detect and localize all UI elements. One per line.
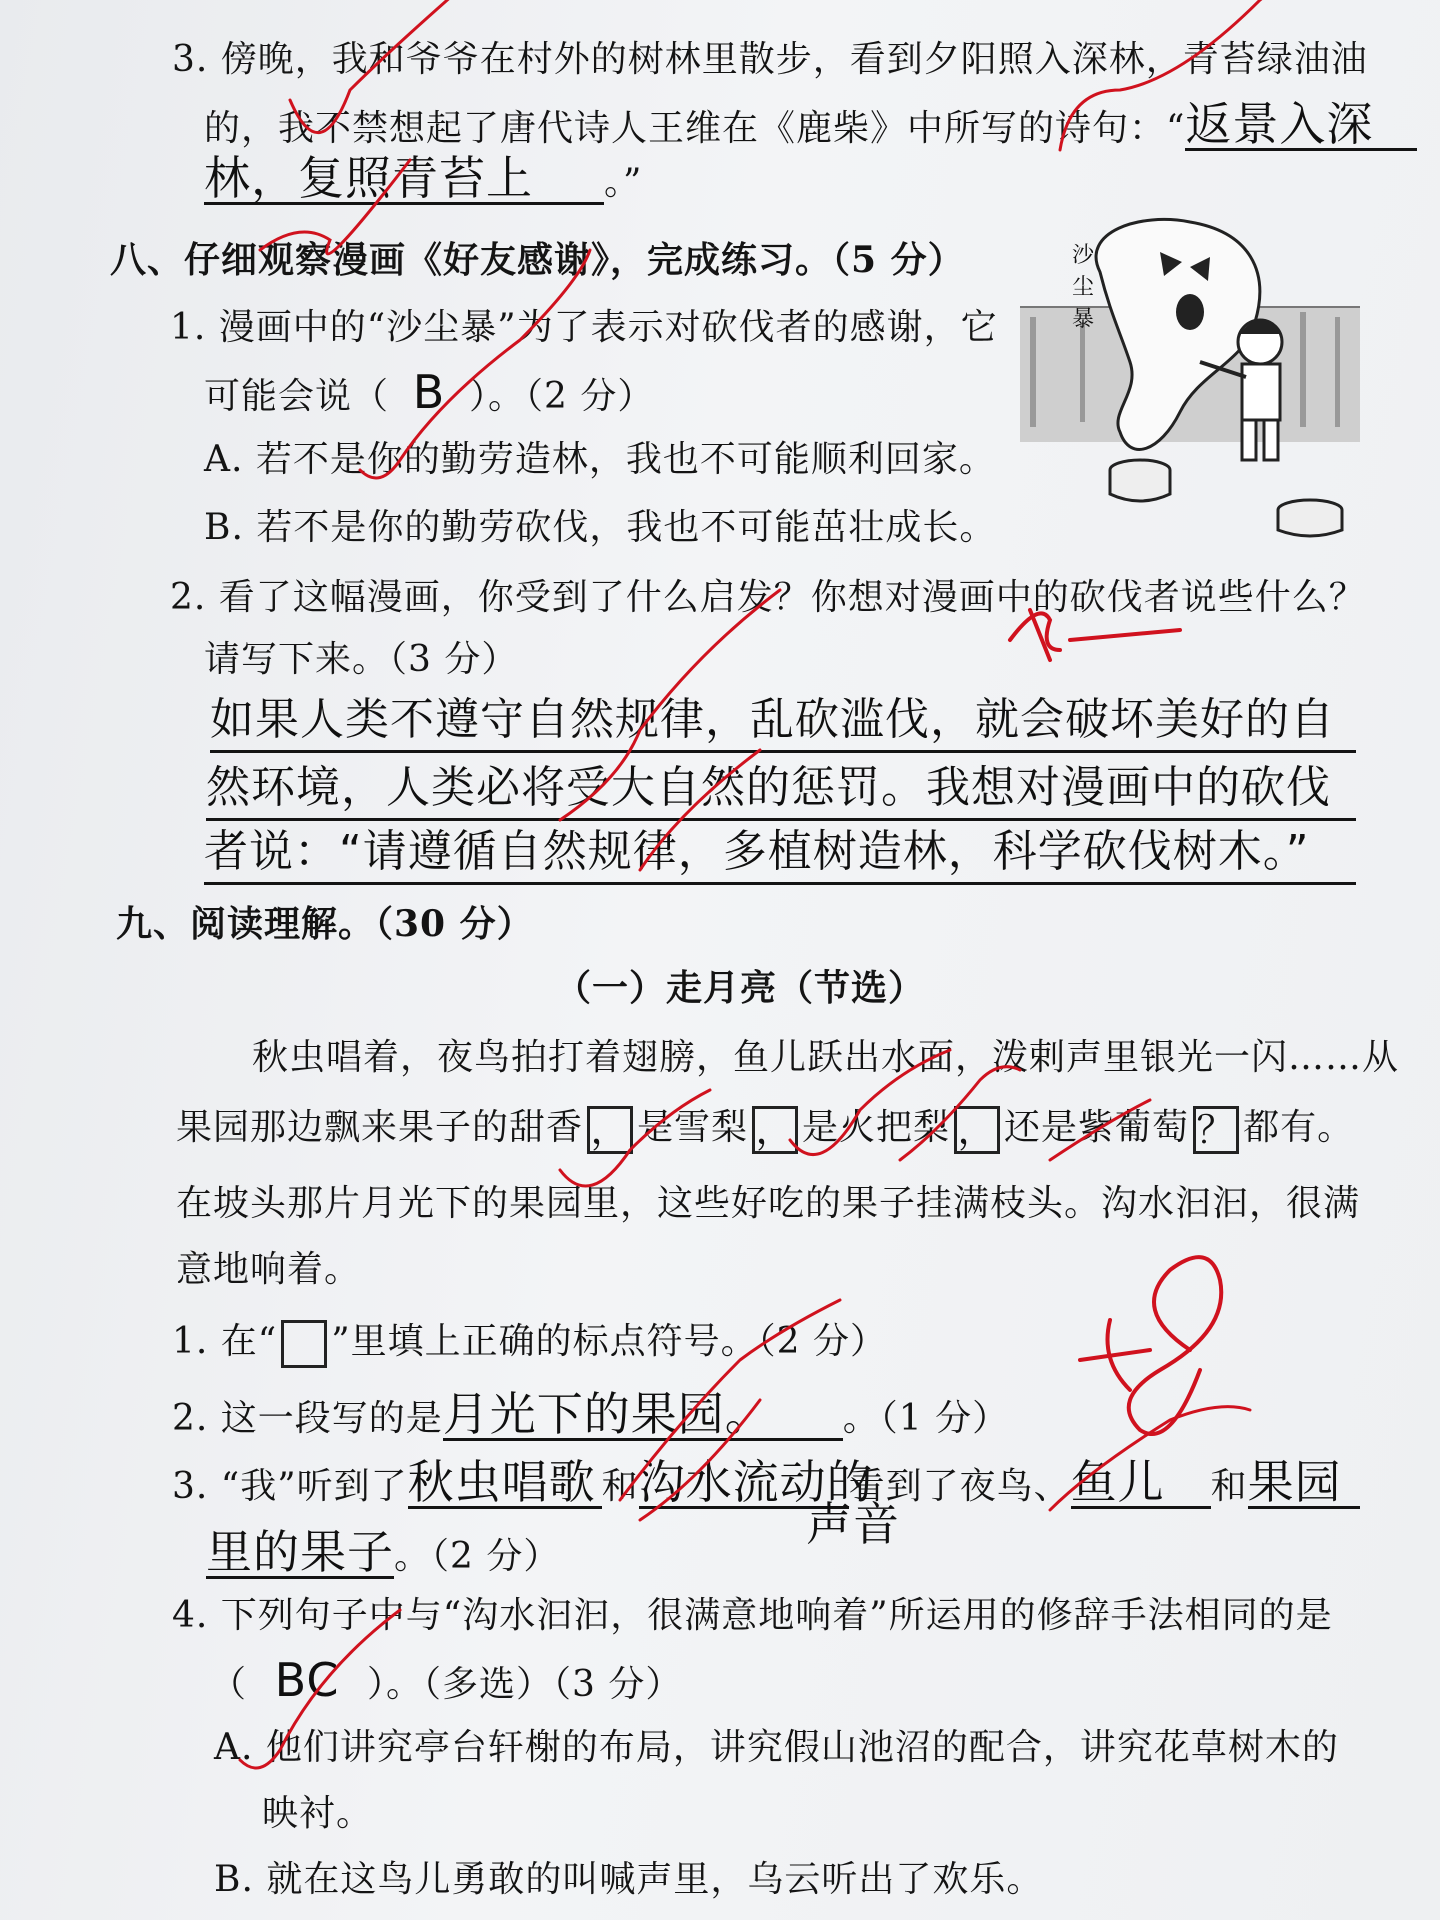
q7-line2-text: 的，我不禁想起了唐代诗人王维在《鹿柴》中所写的诗句：“ (204, 108, 1186, 149)
s8-answer-line1: 如果人类不遵守自然规律，乱砍滥伐，就会破坏美好的自 (210, 690, 1356, 753)
s9-q1-end: ”里填上正确的标点符号。（2 分） (331, 1321, 887, 1362)
s8-answer-line2: 然环境，人类必将受大自然的惩罚。我想对漫画中的砍伐 (206, 758, 1356, 821)
s8-q1-prefix: 可能会说（ (204, 376, 390, 417)
passage-text-a: 果园那边飘来果子的甜香 (176, 1107, 584, 1148)
comic-label: 沙尘暴 (1072, 243, 1095, 332)
s9-q3-prefix: 3. “我”听到了 (172, 1466, 408, 1507)
passage-text-e: 都有。 (1243, 1107, 1355, 1148)
comic-illustration (1020, 212, 1360, 542)
section9-title: 九、阅读理解。（30 分） (116, 903, 534, 945)
s9-q1 (172, 1318, 887, 1368)
s9-q4-answer: BC (274, 1653, 340, 1707)
s8-q1-suffix: ）。（2 分） (469, 376, 655, 417)
s9-q4-line2 (210, 1653, 683, 1709)
passage-title: （一）走月亮（节选） (554, 967, 925, 1009)
s8-q1-line2 (204, 365, 655, 421)
s9-q1-prefix: 1. 在“ (172, 1321, 278, 1362)
s8-q2-line2: 请写下来。（3 分） (204, 639, 519, 680)
s9-q3-answer2b: 声音 (806, 1497, 900, 1551)
s9-q4-option-a2: 映衬。 (262, 1793, 374, 1834)
s8-option-b: B. 若不是你的勤劳砍伐，我也不可能茁壮成长。 (204, 507, 997, 548)
s9-q4-option-a1: A. 他们讲究亭台轩榭的布局，讲究假山池沼的配合，讲究花草树木的 (214, 1727, 1339, 1768)
s9-q3-and1: 和 (601, 1466, 639, 1507)
passage-text-b: 是雪梨 (637, 1107, 749, 1148)
s8-option-a: A. 若不是你的勤劳造林，我也不可能顺利回家。 (204, 439, 996, 480)
s9-q3-answer2: 沟水流动的 (638, 1455, 874, 1509)
passage-line3: 在坡头那片月光下的果园里，这些好吃的果子挂满枝头。沟水汩汩，很满 (176, 1183, 1361, 1224)
s8-q1-answer: B (412, 365, 446, 419)
s9-q3-answer4: 果园 (1248, 1458, 1360, 1509)
q7-line1: 3. 傍晚，我和爷爷在村外的树林里散步，看到夕阳照入深林，青苔绿油油 (172, 39, 1368, 80)
punct-box-3: ， (954, 1106, 1000, 1154)
s9-q3-mid: 看到了夜鸟、 (848, 1466, 1071, 1507)
punct-box-4: ？ (1193, 1106, 1239, 1154)
s9-q2-prefix: 2. 这一段写的是 (172, 1398, 443, 1439)
passage-text-c: 是火把梨 (802, 1107, 951, 1148)
s9-q2-answer: 月光下的果园。 (443, 1390, 843, 1441)
section8-title: 八、仔细观察漫画《好友感谢》，完成练习。（5 分） (110, 239, 965, 281)
s9-q2-suffix: 。（1 分） (842, 1398, 1010, 1439)
passage-text-d: 还是紫葡萄 (1004, 1107, 1190, 1148)
s8-q1-line1: 1. 漫画中的“沙尘暴”为了表示对砍伐者的感谢，它 (170, 307, 998, 348)
passage-line2 (176, 1104, 1354, 1154)
s9-q3-and2: 和 (1210, 1466, 1248, 1507)
s9-q3-answer1: 秋虫唱歌 (408, 1458, 602, 1509)
q7-end: 。” (604, 162, 643, 203)
s9-q4-option-b: B. 就在这鸟儿勇敢的叫喊声里，乌云听出了欢乐。 (214, 1859, 1044, 1900)
s9-q3-line1 (172, 1455, 1360, 1511)
s8-q2-line1: 2. 看了这幅漫画，你受到了什么启发？你想对漫画中的砍伐者说些什么？ (170, 577, 1366, 618)
s9-q4-prefix: （ (210, 1664, 248, 1705)
s9-q3-line2 (206, 1525, 561, 1581)
s9-q1-box (281, 1320, 327, 1368)
q7-answer2: 林，复照青苔上 (204, 154, 604, 205)
q7-line3 (204, 151, 643, 207)
q7-line2 (204, 97, 1417, 153)
passage-line1: 秋虫唱着，夜鸟拍打着翅膀，鱼儿跃出水面，泼剌声里银光一闪……从 (252, 1037, 1400, 1078)
s8-answer-line3: 者说：“请遵循自然规律，多植树造林，科学砍伐树木。” (204, 822, 1356, 885)
s9-q3-answer5: 里的果子 (206, 1525, 394, 1579)
passage-line4: 意地响着。 (176, 1249, 362, 1290)
s9-q4-suffix: ）。（多选）（3 分） (367, 1664, 683, 1705)
punct-box-2: ， (752, 1106, 798, 1154)
s9-q3-answer3: 鱼儿 (1071, 1458, 1211, 1509)
punct-box-1: ， (587, 1106, 633, 1154)
s9-q2 (172, 1387, 1010, 1443)
q7-answer1: 返景入深 (1185, 100, 1417, 151)
s9-q4-line1: 4. 下列句子中与“沟水汩汩，很满意地响着”所运用的修辞手法相同的是 (172, 1595, 1333, 1636)
s9-q3-suffix: 。（2 分） (394, 1536, 561, 1577)
